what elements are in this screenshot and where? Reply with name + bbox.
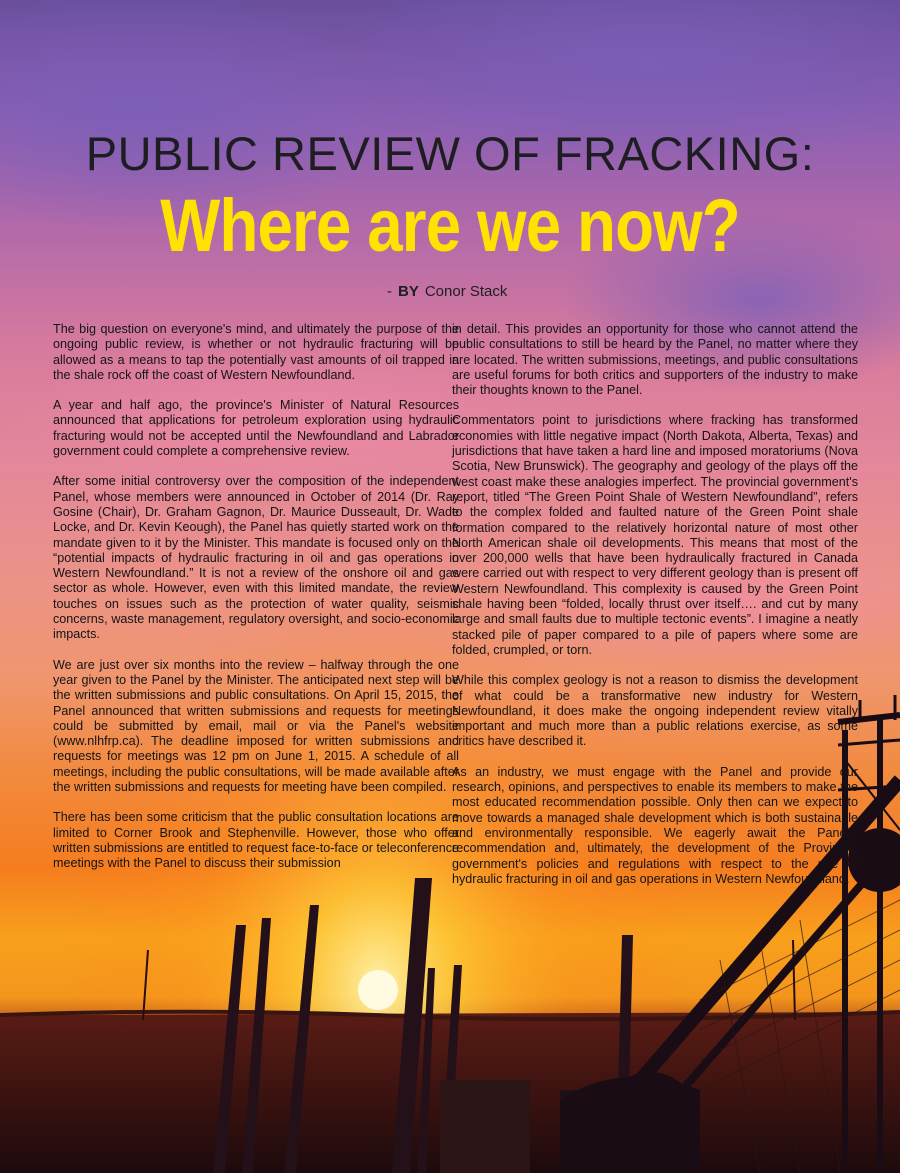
byline bbox=[387, 283, 507, 300]
headline-line-1: PUBLIC REVIEW OF FRACKING: bbox=[85, 127, 815, 180]
article-column-left bbox=[53, 322, 459, 887]
article-paragraph: While this complex geology is not a reason to dismiss the development of what could be a transformative new industry for Western Newfoundland, it does make the ongoing independent review vitally important and much more than a public relations exercise, as some critics have described it. bbox=[452, 673, 858, 749]
article-paragraph: As an industry, we must engage with the Panel and provide our research, opinions, and perspectives to enable its members to make the most educated recommendation possible. Only then can we expect to move towards a managed shale development which is both sustainable and environmentally responsible. We eagerly await the Panel's recommendation and, ultimately, the development of the Provincial government's policies and regulations with respect to the use of hydraulic fracturing in oil and gas operations in Western Newfoundland. bbox=[452, 764, 858, 886]
article-paragraph: A year and half ago, the province's Minister of Natural Resources announced that applications for petroleum exploration using hydraulic fracturing would not be accepted until the Newfoundland and Labrador government could complete a comprehensive review. bbox=[53, 398, 459, 459]
article-column-right bbox=[452, 322, 858, 902]
byline-author: Conor Stack bbox=[424, 283, 508, 300]
article-paragraph: After some initial controversy over the composition of the independent Panel, whose members were announced in October of 2014 (Dr. Ray Gosine (Chair), Dr. Graham Gagnon, Dr. Maurice Dusseault, Dr. Wade Locke, and Dr. Kevin Keough), the Panel has quietly started work on the mandate given to it by the Minister. This mandate is focused only on the “potential impacts of hydraulic fracturing in oil and gas operations in Western Newfoundland.” It is not a review of the onshore oil and gas sector as whole. However, even with this limited mandate, the review touches on issues such as the protection of water quality, seismic concerns, waste management, regulatory oversight, and socio-economic impacts. bbox=[53, 474, 459, 642]
article-paragraph: in detail. This provides an opportunity for those who cannot attend the public consultations to still be heard by the Panel, no matter where they are located. The written submissions, meetings, and public consultations are useful forums for both critics and supporters of the industry to make their thoughts known to the Panel. bbox=[452, 322, 858, 398]
article-paragraph: The big question on everyone's mind, and ultimately the purpose of the ongoing public review, is whether or not hydraulic fracturing will be allowed as a means to tap the potentially vast amounts of oil trapped in the shale rock off the coast of Western Newfoundland. bbox=[53, 322, 459, 382]
article-paragraph: Commentators point to jurisdictions where fracking has transformed economies with little negative impact (North Dakota, Alberta, Texas) and jurisdictions that have taken a hard line and imposed moratoriums (Nova Scotia, New Brunswick). The geography and geology of the plays off the west coast make these analogies imperfect. The provincial government's report, titled “The Green Point Shale of Western Newfoundland”, refers to the complex folded and faulted nature of the Green Point shale formation compared to the relatively horizontal nature of most other North American shale oil developments. This means that most of the over 200,000 wells that have been hydraulically fractured in Canada were carried out with respect to very different geology than is present off Western Newfoundland. This complexity is caused by the Green Point shale having been “folded, locally thrust over itself…. and cut by many large and small faults due to multiple tectonic events”. I imagine a neatly stacked pile of paper compared to a pile of papers where some are folded, crumpled, or torn. bbox=[452, 413, 858, 657]
headline-line-2: Where are we now? bbox=[160, 184, 740, 267]
article-paragraph: We are just over six months into the review – halfway through the one year given to the Panel by the Minister. The anticipated next step will be the written submissions and public consultations. On April 15, 2015, the Panel announced that written submissions and requests for meetings could be submitted by email, mail or via the Panel's website (www.nlhfrp.ca). The deadline imposed for written submissions and requests for meetings was 12 pm on June 1, 2015. A schedule of all meetings, including the public consultations, will be made available after the written submissions and requests for meeting have been compiled. bbox=[53, 657, 459, 795]
byline-by-label: BY bbox=[398, 283, 419, 300]
article-paragraph: There has been some criticism that the public consultation locations are limited to Corner Brook and Stephenville. However, those who offer written submissions are entitled to request face-to-face or teleconference meetings with the Panel to discuss their submission bbox=[53, 810, 460, 871]
byline-dash: - bbox=[387, 283, 392, 300]
